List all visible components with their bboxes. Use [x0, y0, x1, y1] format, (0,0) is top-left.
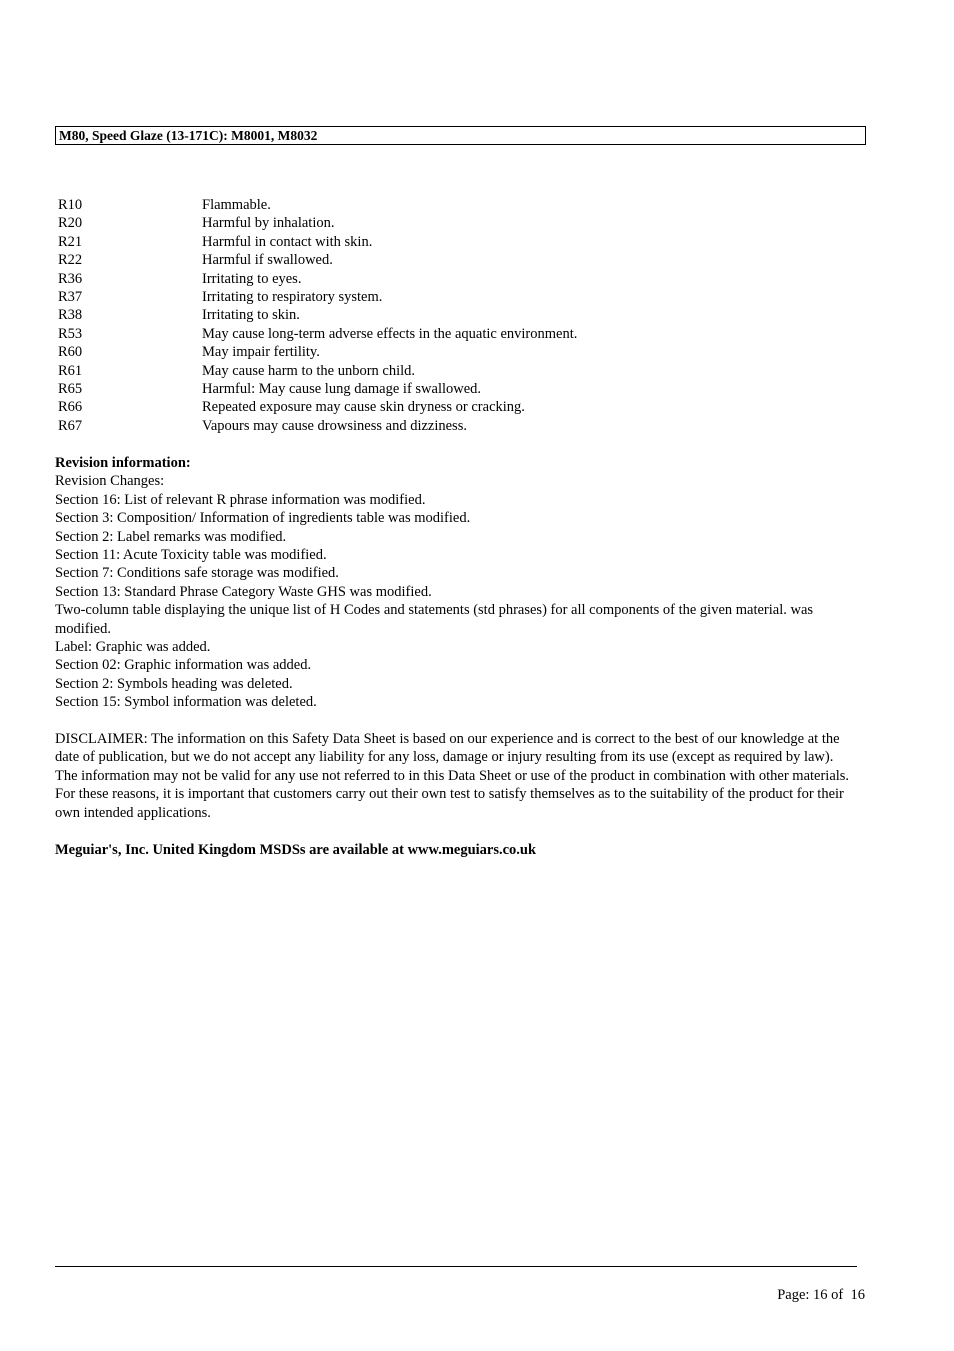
r-phrase-row [58, 288, 858, 306]
r-phrase-code: R38 [58, 307, 83, 324]
revision-line: Section 3: Composition/ Information of ingredients table was modified. [55, 510, 471, 527]
r-phrase-row [58, 325, 858, 343]
revision-heading: Revision information: [55, 455, 191, 471]
r-phrase-code: R10 [58, 197, 83, 213]
r-phrase-text: Irritating to eyes. [202, 270, 302, 287]
r-phrase-code: R21 [58, 233, 83, 250]
r-phrase-row [58, 343, 858, 361]
r-phrase-text: Flammable. [202, 197, 271, 213]
revision-line: Section 02: Graphic information was added. [55, 657, 312, 674]
r-phrase-row [58, 270, 858, 288]
r-phrase-row [58, 233, 858, 251]
r-phrase-text: Harmful: May cause lung damage if swallowed. [202, 380, 482, 397]
r-phrase-text: Harmful if swallowed. [202, 252, 333, 269]
revision-line: Section 11: Acute Toxicity table was modified. [55, 547, 327, 564]
r-phrase-code: R37 [58, 288, 83, 305]
r-phrase-text: Repeated exposure may cause skin dryness or cracking. [202, 399, 525, 416]
document-header [55, 126, 866, 145]
revision-line: Section 2: Symbols heading was deleted. [55, 675, 293, 692]
r-phrase-code: R60 [58, 344, 83, 361]
r-phrase-row [58, 214, 858, 232]
r-phrase-row [58, 306, 858, 324]
r-phrase-text: Vapours may cause drowsiness and dizziness. [202, 417, 467, 434]
document-title: M80, Speed Glaze (13-171C): M8001, M8032 [59, 128, 318, 143]
r-phrase-code: R61 [58, 362, 83, 379]
r-phrase-code: R65 [58, 380, 83, 397]
revision-line: Section 15: Symbol information was deleted. [55, 694, 317, 711]
r-phrase-text: May impair fertility. [202, 344, 320, 361]
revision-line: Section 13: Standard Phrase Category Waste GHS was modified. [55, 583, 432, 600]
r-phrase-code: R36 [58, 270, 83, 287]
r-phrase-row [58, 362, 858, 380]
disclaimer-paragraph: DISCLAIMER: The information on this Safety Data Sheet is based on our experience and is correct to the best of our knowledge at the date of publication, but we do not accept any liability for any loss, damage or injury resulting from its use (except as required by law). The information may not be valid for any use not referred to in this Data Sheet or use of the product in combination with other materials. For these reasons, it is important that customers carry out their own test to satisfy themselves as to the suitability of the product for their own intended applications. [55, 731, 850, 821]
r-phrase-code: R67 [58, 417, 83, 434]
r-phrase-code: R22 [58, 252, 83, 269]
r-phrase-list [58, 196, 858, 435]
revision-section [55, 454, 855, 712]
r-phrase-text: Irritating to skin. [202, 307, 300, 324]
r-phrase-text: Irritating to respiratory system. [202, 288, 383, 305]
r-phrase-row [58, 251, 858, 269]
r-phrase-text: May cause long-term adverse effects in the aquatic environment. [202, 325, 578, 342]
revision-line: Two-column table displaying the unique list of H Codes and statements (std phrases) for all components of the given material. was modified. [55, 602, 814, 637]
r-phrase-text: May cause harm to the unborn child. [202, 362, 416, 379]
r-phrase-row [58, 417, 858, 435]
r-phrase-code: R53 [58, 325, 83, 342]
r-phrase-row [58, 196, 858, 214]
revision-line: Section 2: Label remarks was modified. [55, 528, 287, 545]
r-phrase-row [58, 380, 858, 398]
revision-line: Label: Graphic was added. [55, 639, 211, 656]
r-phrase-code: R66 [58, 399, 83, 416]
revision-line: Section 16: List of relevant R phrase information was modified. [55, 491, 426, 508]
page-number: Page: 16 of 16 [777, 1287, 865, 1303]
r-phrase-code: R20 [58, 215, 83, 232]
r-phrase-text: Harmful by inhalation. [202, 215, 335, 232]
msds-availability-note: Meguiar's, Inc. United Kingdom MSDSs are available at www.meguiars.co.uk [55, 842, 537, 858]
r-phrase-text: Harmful in contact with skin. [202, 233, 373, 250]
footer-divider [55, 1266, 857, 1267]
r-phrase-row [58, 398, 858, 416]
revision-line: Section 7: Conditions safe storage was modified. [55, 565, 339, 582]
revision-line: Revision Changes: [55, 473, 165, 490]
